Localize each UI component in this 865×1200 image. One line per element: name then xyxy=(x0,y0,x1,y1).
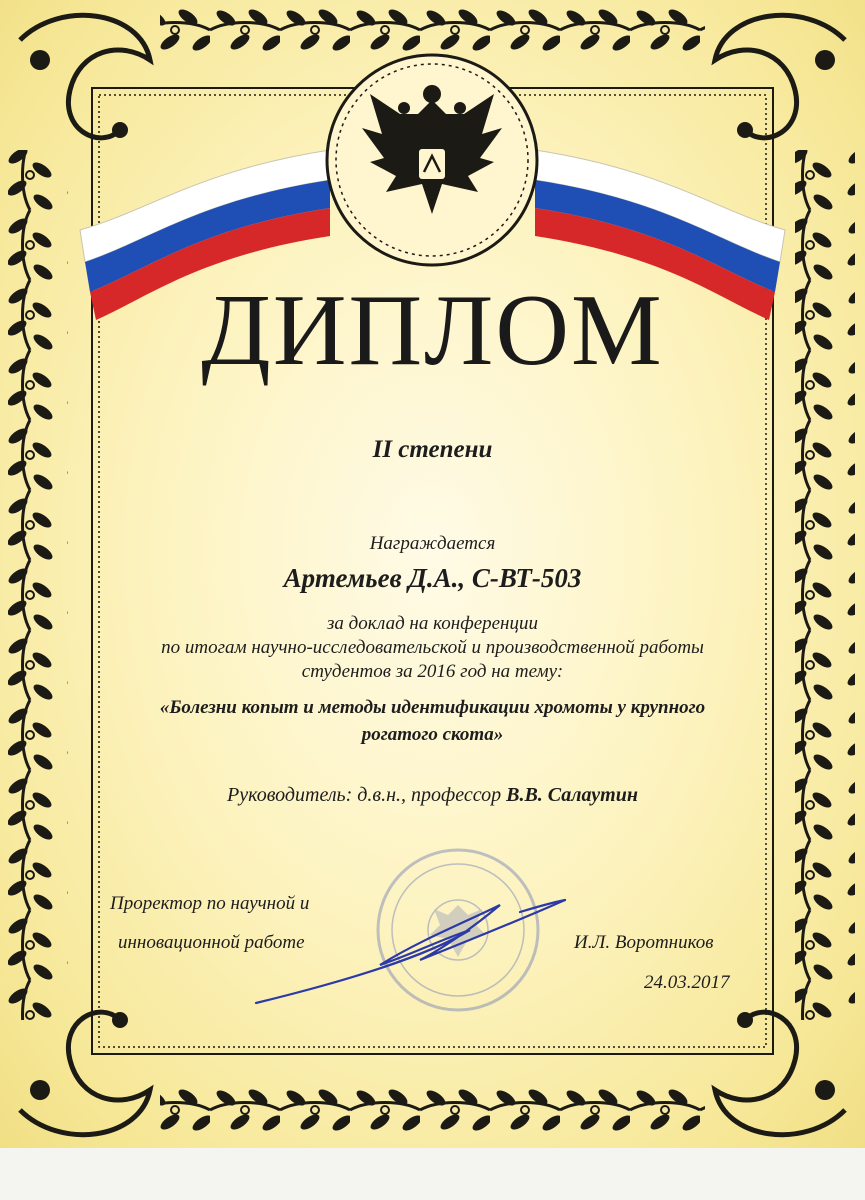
topic-line: «Болезни копыт и методы идентификации хромоты у крупного xyxy=(159,697,706,718)
supervisor-label: Руководитель: д.в.н., профессор xyxy=(227,784,502,806)
report-topic xyxy=(0,694,865,748)
description-line: студентов за 2016 год на тему: xyxy=(301,661,564,682)
topic-line: рогатого скота» xyxy=(361,724,504,745)
description-line: по итогам научно-исследовательской и производственной работы xyxy=(161,637,704,658)
signatory-name: И.Л. Воротников xyxy=(574,932,714,953)
scan-margin xyxy=(0,1148,865,1200)
recipient-name: Артемьев Д.А., С-ВТ-503 xyxy=(283,563,582,593)
awarded-label: Награждается xyxy=(369,533,496,554)
issue-date: 24.03.2017 xyxy=(644,972,730,993)
signatory-position-line2: инновационной работе xyxy=(118,932,305,953)
coat-of-arms-icon xyxy=(327,55,537,265)
description-line: за доклад на конференции xyxy=(327,613,538,634)
award-description xyxy=(0,612,865,684)
degree-label: II степени xyxy=(372,436,493,463)
diploma-title: ДИПЛОМ xyxy=(201,274,664,387)
supervisor-name: В.В. Салаутин xyxy=(506,784,638,806)
supervisor-line xyxy=(0,784,865,807)
signatory-position-line1: Проректор по научной и xyxy=(110,893,310,914)
